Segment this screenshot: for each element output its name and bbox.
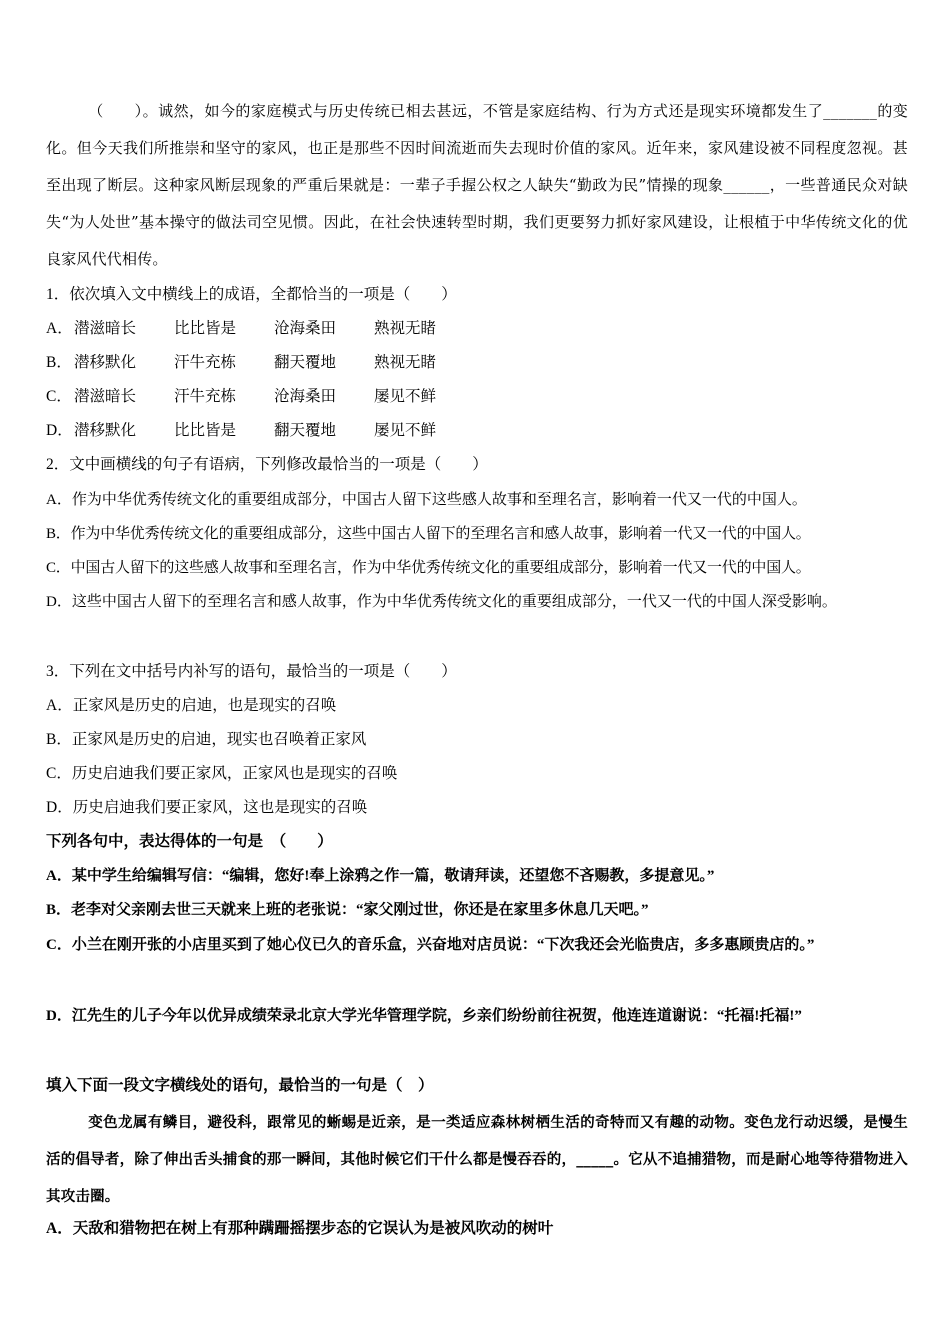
question-1-stem: 1．依次填入文中横线上的成语，全都恰当的一项是（ ） xyxy=(46,286,457,303)
q1-option-d: D．潜移默化 比比皆是 翻天覆地 屡见不鲜 xyxy=(46,422,437,439)
q3-option-a: A．正家风是历史的启迪，也是现实的召唤 xyxy=(46,697,337,714)
q1-option-a: A．潜滋暗长 比比皆是 沧海桑田 熟视无睹 xyxy=(46,320,437,337)
q1-option-c: C． 潜滋暗长 汗牛充栋 沧海桑田 屡见不鲜 xyxy=(46,388,437,405)
q2-option-a: A．作为中华优秀传统文化的重要组成部分，中国古人留下这些感人故事和至理名言，影响着一代又一代的中国人。 xyxy=(46,492,807,508)
q4-option-a: A．某中学生给编辑写信：“编辑，您好!奉上涂鸦之作一篇，敬请拜读，还望您不吝赐教，多提意见。” xyxy=(46,868,715,884)
q3-option-c: C．历史启迪我们要正家风，正家风也是现实的召唤 xyxy=(46,765,398,782)
q2-option-c: C．中国古人留下的这些感人故事和至理名言，作为中华优秀传统文化的重要组成部分，影响着一代又一代的中国人。 xyxy=(46,560,811,576)
q2-option-d: D．这些中国古人留下的至理名言和感人故事，作为中华优秀传统文化的重要组成部分，一代又一代的中国人深受影响。 xyxy=(46,594,837,610)
q2-option-b: B．作为中华优秀传统文化的重要组成部分，这些中国古人留下的至理名言和感人故事，影响着一代又一代的中国人。 xyxy=(46,526,811,542)
passage-family-tradition xyxy=(46,93,908,278)
q3-option-b: B．正家风是历史的启迪，现实也召唤着正家风 xyxy=(46,731,367,748)
passage-text: （ ）。诚然，如今的家庭模式与历史传统已相去甚远，不管是家庭结构、行为方式还是现实环境都发生了_______的变化。但今天我们所推崇和坚守的家风，也正是那些不因时间流逝而失去现时价值的家风。近年来，家风建设被不同程度忽视。甚至出现了断层。这种家风断层现象的严重后果就是：一辈子手握公权之人缺失“勤政为民”情操的现象______，一些普通民众对缺失“为人处世”基本操守的做法司空见惯。因此，在社会快速转型时期，我们更要努力抓好家风建设，让根植于中华传统文化的优良家风代代相传。 xyxy=(46,102,908,268)
q1-option-b: B． 潜移默化 汗牛充栋 翻天覆地 熟视无睹 xyxy=(46,354,437,371)
question-5-stem: 填入下面一段文字横线处的语句，最恰当的一句是（ ） xyxy=(46,1077,434,1094)
question-4-stem: 下列各句中，表达得体的一句是 （ ） xyxy=(46,833,333,850)
q5-option-a: A．天敌和猎物把在树上有那种蹒跚摇摆步态的它误认为是被风吹动的树叶 xyxy=(46,1220,554,1237)
question-3-stem: 3．下列在文中括号内补写的语句，最恰当的一项是（ ） xyxy=(46,663,457,680)
passage-chameleon xyxy=(46,1104,908,1215)
q4-option-c: C．小兰在刚开张的小店里买到了她心仪已久的音乐盒，兴奋地对店员说：“下次我还会光临贵店，多多惠顾贵店的。” xyxy=(46,937,815,953)
q4-option-d: D．江先生的儿子今年以优异成绩荣录北京大学光华管理学院，乡亲们纷纷前往祝贺，他连连道谢说：“托福!托福!” xyxy=(46,1008,802,1024)
question-2-stem: 2．文中画横线的句子有语病，下列修改最恰当的一项是（ ） xyxy=(46,456,488,473)
q3-option-d: D．历史启迪我们要正家风，这也是现实的召唤 xyxy=(46,799,368,816)
q4-option-b: B．老李对父亲刚去世三天就来上班的老张说：“家父刚过世，你还是在家里多休息几天吧。” xyxy=(46,902,649,918)
chameleon-text: 变色龙属有鳞目，避役科，跟常见的蜥蜴是近亲，是一类适应森林树栖生活的奇特而又有趣的动物。变色龙行动迟缓，是慢生活的倡导者，除了伸出舌头捕食的那一瞬间，其他时候它们干什么都是慢吞吞的，_____。它从不追捕猎物，而是耐心地等待猎物进入其攻击圈。 xyxy=(46,1114,908,1205)
